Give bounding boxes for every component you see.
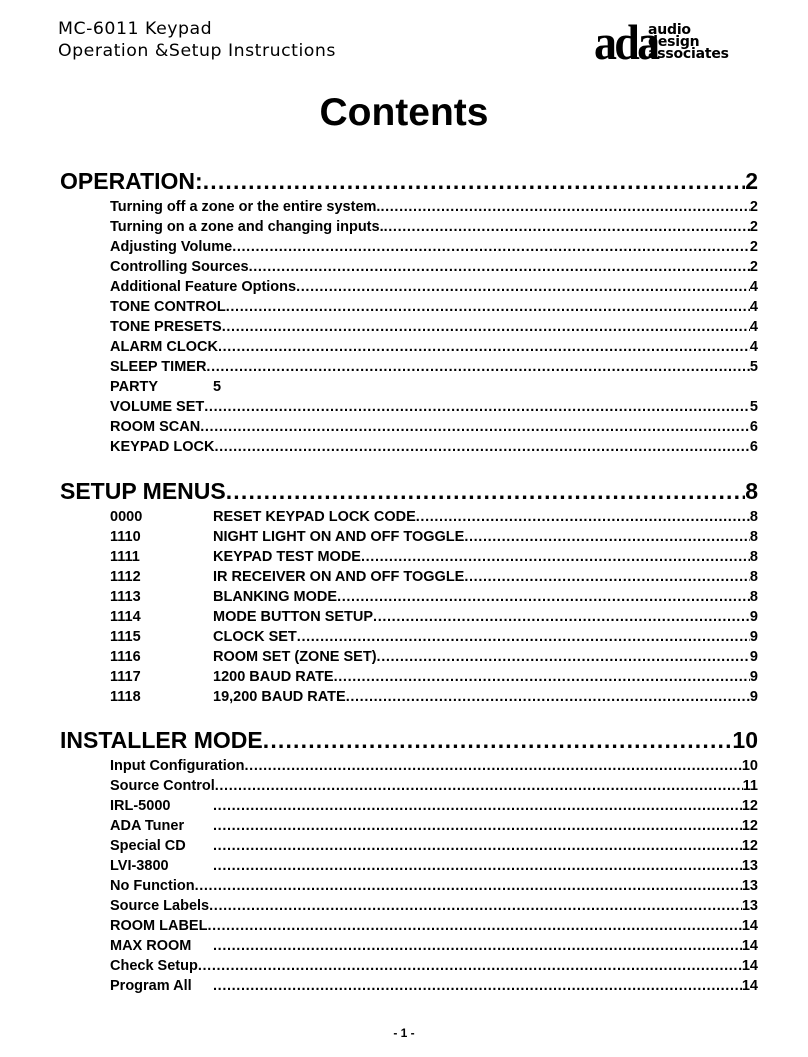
dot-leader (346, 687, 750, 707)
toc-entry (110, 297, 758, 317)
entry-page: 9 (749, 669, 758, 685)
toc-entry (110, 936, 758, 956)
entry-page: 4 (749, 299, 758, 315)
entry-label: Turning off a zone or the entire system. (110, 199, 381, 215)
entry-label: SLEEP TIMER (110, 359, 207, 375)
entry-page: 6 (749, 439, 758, 455)
entry-label: VOLUME SET (110, 399, 205, 415)
menu-code: 1118 (110, 689, 141, 705)
toc-entry (110, 197, 758, 217)
entry-label: PARTY (110, 379, 159, 395)
entry-page: 14 (741, 918, 758, 934)
menu-code: 1112 (110, 569, 141, 585)
dot-leader (416, 507, 750, 527)
entry-label: Additional Feature Options (110, 279, 297, 295)
entry-page: 8 (749, 569, 758, 585)
dot-leader (213, 816, 742, 836)
entry-label: IRL-5000 (110, 798, 171, 814)
entry-label: KEYPAD TEST MODE (213, 549, 361, 565)
dot-leader (377, 647, 750, 667)
dot-leader (213, 836, 742, 856)
toc-entry (110, 377, 758, 397)
entry-page: 12 (741, 838, 758, 854)
dot-leader (214, 437, 749, 457)
entry-label: Program All (110, 978, 192, 994)
logo-mark: ada (594, 14, 658, 70)
entry-page: 5 (749, 359, 758, 375)
dot-leader (215, 776, 743, 796)
menu-code: 1113 (110, 589, 141, 605)
menu-code: 1115 (110, 629, 141, 645)
toc-entry (110, 337, 758, 357)
entry-page: 5 (749, 399, 758, 415)
toc-entry (110, 567, 758, 587)
toc-entry (110, 257, 758, 277)
entry-page: 8 (749, 589, 758, 605)
toc-entry (110, 397, 758, 417)
entry-page: 14 (741, 958, 758, 974)
entry-label: Source Labels (110, 898, 210, 914)
toc-entry (110, 816, 758, 836)
toc-entry (110, 796, 758, 816)
entry-page: 14 (741, 938, 758, 954)
dot-leader (464, 527, 750, 547)
dot-leader (384, 217, 750, 237)
page-number: - 1 - (393, 1026, 415, 1040)
header-subtitle: Operation &Setup Instructions (58, 41, 336, 61)
dot-leader (373, 607, 750, 627)
logo-word-1: audio (648, 22, 691, 38)
entry-page: 4 (749, 319, 758, 335)
toc-entry (110, 976, 758, 996)
entry-page: 9 (749, 689, 758, 705)
toc-entry (110, 587, 758, 607)
entry-page: 14 (741, 978, 758, 994)
toc-entry (110, 756, 758, 776)
entry-page: 2 (749, 239, 758, 255)
dot-leader (464, 567, 750, 587)
entry-page: 13 (741, 898, 758, 914)
toc-entry (110, 876, 758, 896)
dot-leader (195, 876, 742, 896)
dot-leader (296, 277, 750, 297)
entry-label: 19,200 BAUD RATE (213, 689, 346, 705)
entry-page: 2 (749, 199, 758, 215)
entry-label: TONE PRESETS (110, 319, 222, 335)
entry-label: No Function (110, 878, 195, 894)
toc-entry (110, 956, 758, 976)
entry-page: 12 (741, 818, 758, 834)
dot-leader (213, 936, 742, 956)
dot-leader (203, 166, 746, 196)
dot-leader (222, 317, 750, 337)
toc-entry (110, 776, 758, 796)
toc-entry (110, 836, 758, 856)
entry-page: 6 (749, 419, 758, 435)
toc-entry (110, 547, 758, 567)
section-title: SETUP MENUS (60, 478, 226, 504)
dot-leader (213, 976, 742, 996)
dot-leader (207, 916, 741, 936)
dot-leader (206, 357, 750, 377)
entry-label: KEYPAD LOCK (110, 439, 215, 455)
entry-label: Input Configuration (110, 758, 245, 774)
dot-leader (245, 756, 742, 776)
toc-entry (110, 437, 758, 457)
entry-page: 8 (749, 509, 758, 525)
section-heading-operation (60, 166, 758, 196)
toc-entry (110, 856, 758, 876)
entry-label: MAX ROOM (110, 938, 192, 954)
entry-label: Check Setup (110, 958, 198, 974)
entry-label: Controlling Sources (110, 259, 249, 275)
entry-label: CLOCK SET (213, 629, 297, 645)
entry-label: LVI-3800 (110, 858, 169, 874)
entry-label: MODE BUTTON SETUP (213, 609, 374, 625)
entry-page: 4 (749, 279, 758, 295)
document-header (58, 18, 336, 62)
section-title: INSTALLER MODE (60, 727, 263, 753)
entry-label: Special CD (110, 838, 186, 854)
logo-word-3: associates (648, 46, 729, 62)
dot-leader (200, 417, 750, 437)
menu-code: 0000 (110, 509, 143, 525)
toc-entry (110, 916, 758, 936)
toc-entry (110, 357, 758, 377)
entry-page: 2 (749, 259, 758, 275)
menu-code: 1116 (110, 649, 141, 665)
entry-page: 10 (741, 758, 758, 774)
dot-leader (380, 197, 749, 217)
dot-leader (249, 257, 750, 277)
dot-leader (198, 956, 742, 976)
toc-entry (110, 647, 758, 667)
section-page: 2 (745, 168, 758, 194)
menu-code: 1110 (110, 529, 141, 545)
page-title: Contents (319, 91, 489, 134)
toc-entry (110, 217, 758, 237)
menu-code: 1117 (110, 669, 141, 685)
menu-code: 1114 (110, 609, 141, 625)
dot-leader (297, 627, 750, 647)
entry-page: 9 (749, 629, 758, 645)
dot-leader (226, 476, 745, 506)
entry-label: RESET KEYPAD LOCK CODE (213, 509, 416, 525)
toc-entry (110, 667, 758, 687)
entry-label: ROOM SET (ZONE SET) (213, 649, 377, 665)
entry-page: 9 (749, 609, 758, 625)
entry-page: 8 (749, 549, 758, 565)
entry-page: 13 (741, 858, 758, 874)
toc-entry (110, 527, 758, 547)
entry-label: ROOM SCAN (110, 419, 201, 435)
dot-leader (334, 667, 750, 687)
toc-entry (110, 607, 758, 627)
toc-entry (110, 237, 758, 257)
dot-leader (361, 547, 750, 567)
entry-label: ADA Tuner (110, 818, 185, 834)
entry-page: 4 (749, 339, 758, 355)
entry-page: 9 (749, 649, 758, 665)
dot-leader (337, 587, 750, 607)
entry-page: 11 (742, 778, 758, 794)
entry-page: 13 (741, 878, 758, 894)
entry-label: IR RECEIVER ON AND OFF TOGGLE (213, 569, 465, 585)
section-heading-setup-menus (60, 476, 758, 506)
entry-page: 12 (741, 798, 758, 814)
toc-entry (110, 507, 758, 527)
entry-label: Turning on a zone and changing inputs. (110, 219, 384, 235)
toc-entry (110, 317, 758, 337)
dot-leader (213, 856, 742, 876)
entry-page: 8 (749, 529, 758, 545)
section-page: 10 (732, 727, 758, 753)
entry-label: BLANKING MODE (213, 589, 338, 605)
dot-leader (226, 297, 750, 317)
section-page: 8 (745, 478, 758, 504)
dot-leader (263, 725, 733, 755)
toc-entry (110, 687, 758, 707)
logo-word-2: design (648, 34, 700, 50)
entry-page: 2 (749, 219, 758, 235)
logo-words (648, 24, 729, 60)
menu-code: 1111 (110, 549, 140, 565)
section-title: OPERATION: (60, 168, 203, 194)
entry-label: NIGHT LIGHT ON AND OFF TOGGLE (213, 529, 465, 545)
entry-label: TONE CONTROL (110, 299, 226, 315)
dot-leader (232, 237, 750, 257)
toc-entry (110, 896, 758, 916)
dot-leader (204, 397, 750, 417)
header-product: MC-6011 Keypad (58, 19, 213, 39)
toc-entry (110, 277, 758, 297)
entry-label: ALARM CLOCK (110, 339, 218, 355)
toc-entry (110, 417, 758, 437)
dot-leader (209, 896, 742, 916)
entry-label: 1200 BAUD RATE (213, 669, 334, 685)
dot-leader (213, 796, 742, 816)
entry-label: Source Control (110, 778, 215, 794)
section-heading-installer-mode (60, 725, 758, 755)
entry-label: ROOM LABEL (110, 918, 208, 934)
dot-leader (218, 337, 750, 357)
toc-entry (110, 627, 758, 647)
entry-label: Adjusting Volume (110, 239, 233, 255)
entry-page: 5 (213, 379, 222, 395)
